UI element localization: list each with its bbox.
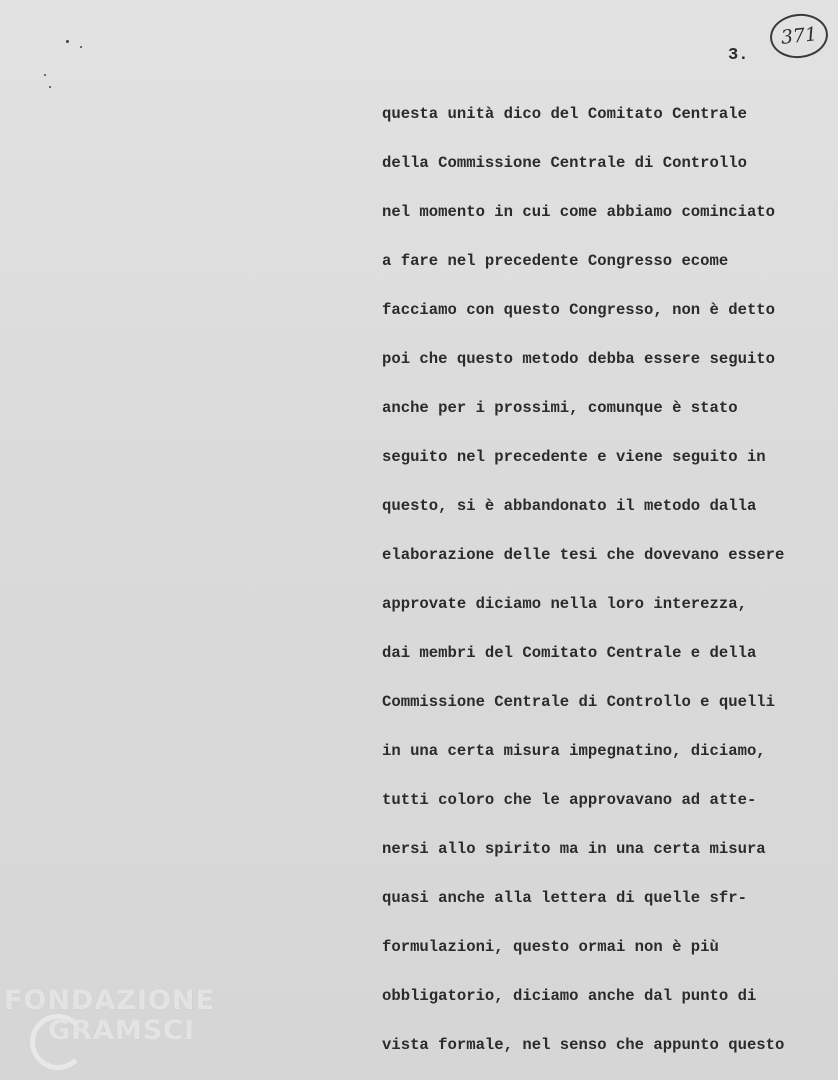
ink-speck <box>80 46 82 48</box>
text-line: anche per i prossimi, comunque è stato <box>382 399 738 417</box>
archive-watermark <box>4 986 215 1046</box>
text-line: elaborazione delle tesi che dovevano essere <box>382 546 785 564</box>
typed-text-block <box>382 100 832 1080</box>
text-line: approvate diciamo nella loro interezza, <box>382 595 747 613</box>
text-line: formulazioni, questo ormai non è più <box>382 938 719 956</box>
text-line: facciamo con questo Congresso, non è detto <box>382 301 776 319</box>
text-line: questa unità dico del Comitato Centrale <box>382 105 747 123</box>
text-line: in una certa misura impegnatino, diciamo, <box>382 742 766 760</box>
text-line: dai membri del Comitato Centrale e della <box>382 644 757 662</box>
text-line: della Commissione Centrale di Controllo <box>382 154 747 172</box>
text-line: vista formale, nel senso che appunto questo <box>382 1036 785 1054</box>
page-number: 3. <box>728 46 749 65</box>
text-line: nersi allo spirito ma in una certa misura <box>382 840 766 858</box>
text-line: poi che questo metodo debba essere seguito <box>382 350 776 368</box>
ink-speck <box>66 40 69 43</box>
watermark-line-1: FONDAZIONE <box>4 985 215 1016</box>
text-line: questo, si è abbandonato il metodo dalla <box>382 497 757 515</box>
text-line: seguito nel precedente e viene seguito in <box>382 448 766 466</box>
text-line: Commissione Centrale di Controllo e quelli <box>382 693 776 711</box>
ink-speck <box>44 74 46 76</box>
ink-speck <box>49 86 51 88</box>
text-line: nel momento in cui come abbiamo cominciato <box>382 203 776 221</box>
archive-number-stamp: 371 <box>768 11 830 61</box>
watermark-line-2: GRAMSCI <box>48 1015 196 1046</box>
text-line: quasi anche alla lettera di quelle sfr- <box>382 889 747 907</box>
text-line: tutti coloro che le approvavano ad atte- <box>382 791 757 809</box>
text-line: a fare nel precedente Congresso ecome <box>382 252 729 270</box>
text-line: obbligatorio, diciamo anche dal punto di <box>382 987 757 1005</box>
